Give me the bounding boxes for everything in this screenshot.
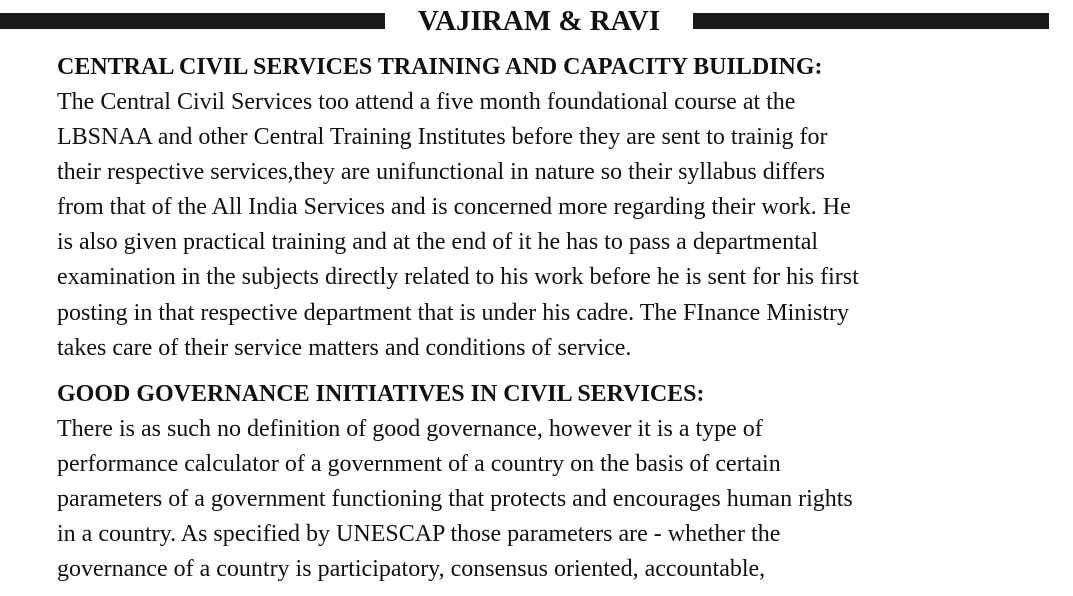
- paragraph-line: is also given practical training and at the end of it he has to pass a departmental: [57, 229, 819, 256]
- section-heading: GOOD GOVERNANCE INITIATIVES IN CIVIL SERVICES:: [57, 380, 705, 407]
- paragraph-line: There is as such no definition of good governance, however it is a type of: [57, 415, 763, 442]
- paragraph-line: LBSNAA and other Central Training Institutes before they are sent to trainig for: [57, 124, 828, 151]
- paragraph-line: The Central Civil Services too attend a five month foundational course at the: [57, 89, 796, 115]
- section-good-governance: [57, 377, 1057, 587]
- paragraph-line: examination in the subjects directly related to his work before he is sent for his first: [57, 264, 859, 291]
- document-body: [57, 50, 1057, 587]
- paragraph-line: performance calculator of a government of a country on the basis of certain: [57, 450, 781, 477]
- brand-title: VAJIRAM & RAVI: [417, 5, 661, 37]
- paragraph-line: their respective services,they are unifunctional in nature so their syllabus differs: [57, 159, 825, 186]
- paragraph-line: posting in that respective department that is under his cadre. The FInance Ministry: [57, 299, 850, 326]
- header-rule-right: [693, 13, 1049, 29]
- page-header: [0, 6, 1073, 36]
- header-rule-left: [0, 13, 385, 29]
- paragraph-line: from that of the All India Services and is concerned more regarding their work. He: [57, 194, 851, 221]
- section-heading: CENTRAL CIVIL SERVICES TRAINING AND CAPACITY BUILDING:: [57, 54, 823, 80]
- paragraph-line: takes care of their service matters and conditions of service.: [57, 334, 632, 361]
- paragraph-line: parameters of a government functioning that protects and encourages human rights: [57, 485, 853, 512]
- paragraph-line: governance of a country is participatory, consensus oriented, accountable,: [57, 556, 766, 583]
- section-central-civil-services: [57, 50, 1057, 366]
- paragraph-line: in a country. As specified by UNESCAP those parameters are - whether the: [57, 521, 781, 548]
